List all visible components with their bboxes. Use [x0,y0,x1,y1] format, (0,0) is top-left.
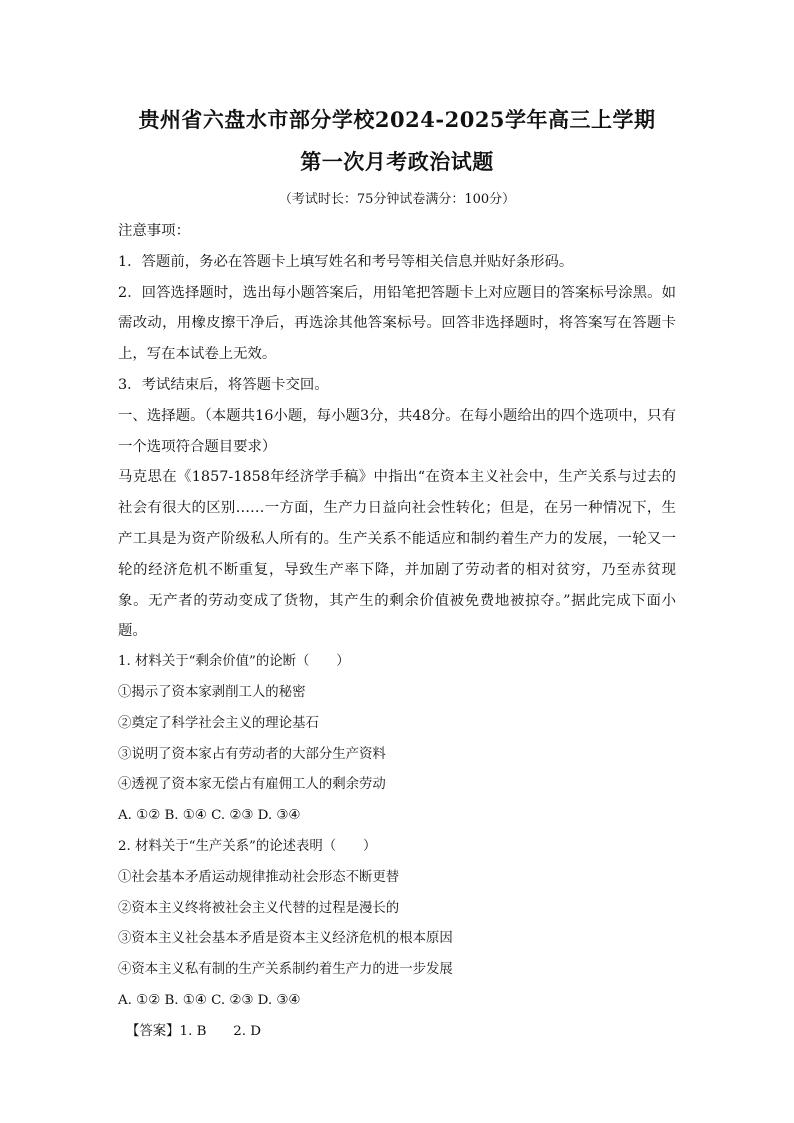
question-statement: ①揭示了资本家剥削工人的秘密 [118,684,306,700]
question-statement: ③资本主义社会基本矛盾是资本主义经济危机的根本原因 [118,931,453,947]
question-statement: ④透视了资本家无偿占有雇佣工人的剩余劳动 [118,777,386,793]
question-stem: 2. 材料关于“生产关系”的论述表明（ ） [118,838,377,854]
question-statement: ④资本主义私有制的生产关系制约着生产力的进一步发展 [118,962,453,978]
question-1 [118,647,676,832]
page-title-line-2: 第一次月考政治试题 [300,149,494,174]
question-statement: ②资本主义终将被社会主义代替的过程是漫长的 [118,900,400,916]
answer-options: A. ①② B. ①④ C. ②③ D. ③④ [118,992,301,1008]
exam-info: （考试时长：75分钟试卷满分：100分） [278,192,516,207]
section-heading: 一、选择题。（本题共16小题，每小题3分，共48分。在每小题给出的四个选项中，只有一个选项符合题目要求） [118,407,676,455]
notice-item-1: 1．答题前，务必在答题卡上填写姓名和考号等相关信息并贴好条形码。 [118,253,574,270]
question-statement: ②奠定了科学社会主义的理论基石 [118,715,319,731]
material-passage: 马克思在《1857-1858年经济学手稿》中指出“在资本主义社会中，生产关系与过去的社会有很大的区别……一方面，生产力日益向社会性转化；但是，在另一种情况下，生产工具是为资产阶级私人所有的。生产关系不能适应和制约着生产力的发展，一轮又一轮的经济危机不断重复，导致生产率下降，并加剧了劳动者的相对贫穷，乃至赤贫现象。无产者的劳动变成了货物，其产生的剩余价值被免费地被掠夺。”据此完成下面小题。 [118,469,676,640]
question-2 [118,832,676,1017]
question-statement: ③说明了资本家占有劳动者的大部分生产资料 [118,746,386,762]
answer-options: A. ①② B. ①④ C. ②③ D. ③④ [118,808,301,824]
notice-heading: 注意事项： [118,223,190,239]
notice-item-2: 2．回答选择题时，选出每小题答案后，用铅笔把答题卡上对应题目的答案标号涂黑。如需改动，用橡皮擦干净后，再选涂其他答案标号。回答非选择题时，将答案写在答题卡上，写在本试卷上无效。 [118,284,676,363]
page-title: 贵州省六盘水市部分学校2024-2025学年高三上学期 [138,107,656,132]
question-statement: ①社会基本矛盾运动规律推动社会形态不断更替 [118,869,400,885]
notice-item-3: 3．考试结束后，将答题卡交回。 [118,376,329,393]
document-body [118,216,676,1048]
answer-key: 【答案】1. B 2. D [126,1023,261,1039]
question-stem: 1. 材料关于“剩余价值”的论断（ ） [118,654,350,670]
